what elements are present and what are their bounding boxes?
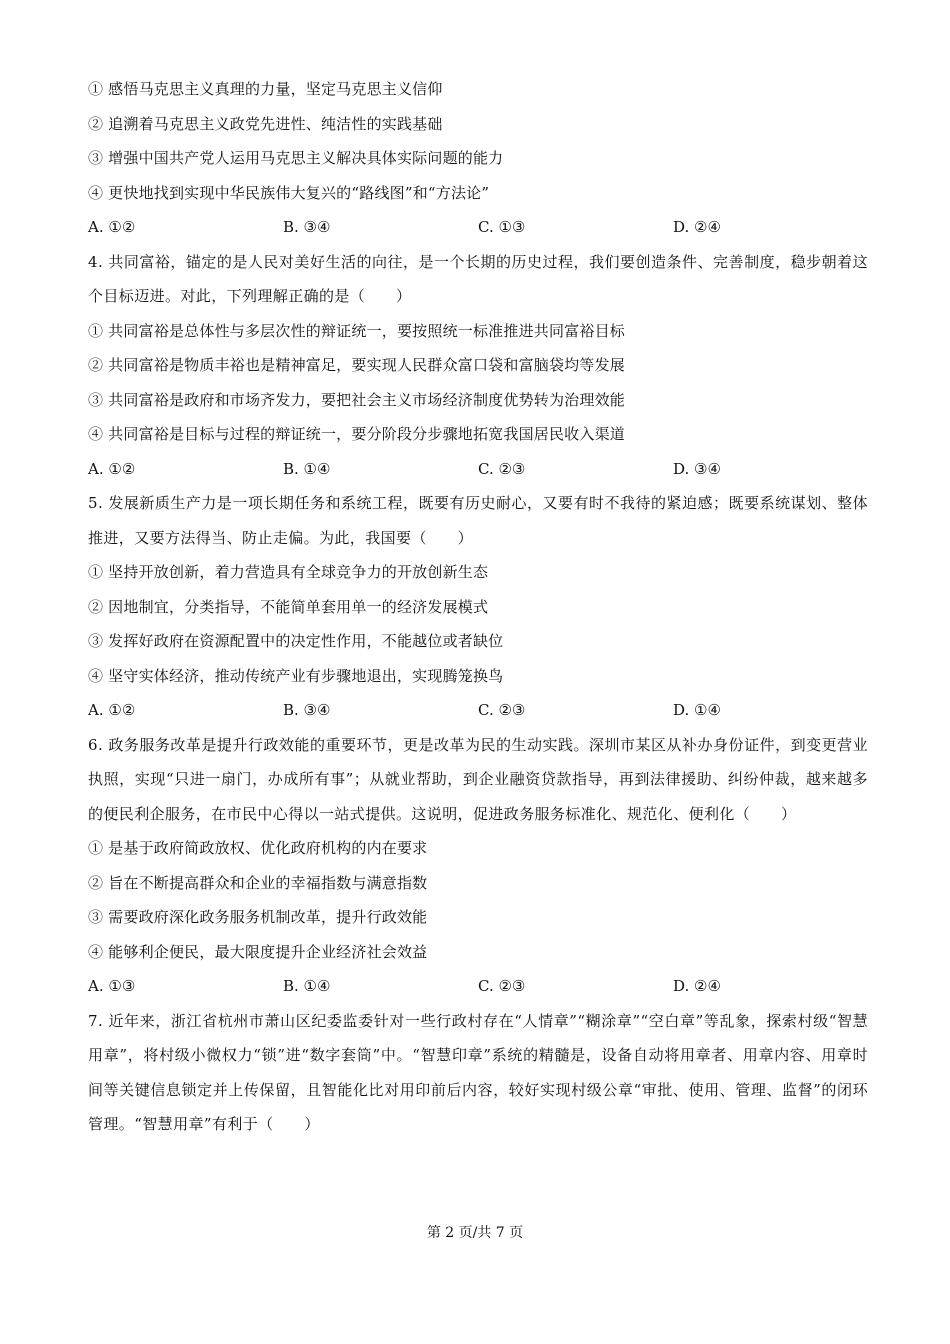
q6-options	[88, 969, 868, 1004]
q6-option-a: A. ①③	[88, 977, 136, 995]
q4-item-3: ③ 共同富裕是政府和市场齐发力，要把社会主义市场经济制度优势转为治理效能	[88, 390, 625, 409]
question-6	[88, 728, 868, 1004]
q3-item-4: ④ 更快地找到实现中华民族伟大复兴的“路线图”和“方法论”	[88, 183, 490, 202]
q6-option-d: D. ②④	[673, 977, 721, 995]
q4-option-b: B. ①④	[283, 459, 331, 478]
q3-option-d: D. ②④	[673, 218, 721, 236]
q3-options	[88, 210, 868, 245]
q3-item-3: ③ 增强中国共产党人运用马克思主义解决具体实际问题的能力	[88, 149, 504, 167]
q3-option-c: C. ①③	[478, 218, 526, 236]
q4-item-4: ④ 共同富裕是目标与过程的辩证统一，要分阶段分步骤地拓宽我国居民收入渠道	[88, 425, 625, 443]
q5-item-1: ① 坚持开放创新，着力营造具有全球竞争力的开放创新生态	[88, 563, 489, 581]
q6-stem: 6. 政务服务改革是提升行政效能的重要环节，更是改革为民的生动实践。深圳市某区从补办身份证件，到变更营业执照，实现“只进一扇门，办成所有事”；从就业帮助，到企业融资贷款指导，再到法律援助、纠纷仲裁，越来越多的便民利企服务，在市民中心得以一站式提供。这说明，促进政务服务标准化、规范化、便利化（ ）	[88, 735, 868, 823]
page-footer: 第 2 页/共 7 页	[426, 1225, 524, 1241]
q5-option-c: C. ②③	[478, 701, 526, 719]
q3-item-1: ① 感悟马克思主义真理的力量，坚定马克思主义信仰	[88, 80, 443, 98]
question-3-continued	[88, 72, 868, 245]
q3-option-a: A. ①②	[88, 218, 136, 236]
q4-option-c: C. ②③	[478, 459, 526, 478]
q6-item-1: ① 是基于政府简政放权、优化政府机构的内在要求	[88, 839, 428, 857]
q4-options	[88, 452, 868, 487]
q5-item-4: ④ 坚守实体经济，推动传统产业有步骤地退出，实现腾笼换鸟	[88, 666, 504, 685]
q6-option-c: C. ②③	[478, 977, 526, 995]
q5-option-b: B. ③④	[283, 701, 331, 719]
q5-options	[88, 693, 868, 728]
q4-option-d: D. ③④	[673, 459, 721, 478]
page-content	[88, 72, 868, 1142]
q5-stem: 5. 发展新质生产力是一项长期任务和系统工程，既要有历史耐心，又要有时不我待的紧迫感；既要系统谋划、整体推进，又要方法得当、防止走偏。为此，我国要（ ）	[88, 494, 868, 547]
q5-item-2: ② 因地制宜，分类指导，不能简单套用单一的经济发展模式	[88, 597, 489, 616]
q5-item-3: ③ 发挥好政府在资源配置中的决定性作用，不能越位或者缺位	[88, 632, 504, 650]
q3-option-b: B. ③④	[283, 218, 331, 236]
q5-option-a: A. ①②	[88, 701, 136, 719]
q4-option-a: A. ①②	[88, 459, 136, 478]
q6-item-2: ② 旨在不断提高群众和企业的幸福指数与满意指数	[88, 873, 428, 892]
question-4	[88, 245, 868, 487]
q7-stem: 7. 近年来，浙江省杭州市萧山区纪委监委针对一些行政村存在“人情章”“糊涂章”“空白章”等乱象，探索村级“智慧用章”，将村级小微权力“锁”进“数字套筒”中。“智慧印章”系统的精髓是，设备自动将用章者、用章内容、用章时间等关键信息锁定并上传保留，且智能化比对用印前后内容，较好实现村级公章“审批、使用、管理、监督”的闭环管理。“智慧用章”有利于（ ）	[88, 1011, 868, 1133]
q3-item-2: ② 追溯着马克思主义政党先进性、纯洁性的实践基础	[88, 114, 443, 133]
q4-item-2: ② 共同富裕是物质丰裕也是精神富足，要实现人民群众富口袋和富脑袋均等发展	[88, 356, 625, 374]
question-5	[88, 486, 868, 728]
q6-item-3: ③ 需要政府深化政务服务机制改革，提升行政效能	[88, 908, 428, 926]
q4-item-1: ① 共同富裕是总体性与多层次性的辩证统一，要按照统一标准推进共同富裕目标	[88, 321, 625, 340]
q6-item-4: ④ 能够利企便民，最大限度提升企业经济社会效益	[88, 942, 428, 961]
q5-option-d: D. ①④	[673, 701, 721, 719]
q6-option-b: B. ①④	[283, 977, 331, 995]
question-7	[88, 1004, 868, 1142]
q4-stem: 4. 共同富裕，锚定的是人民对美好生活的向往，是一个长期的历史过程，我们要创造条件、完善制度，稳步朝着这个目标迈进。对此，下列理解正确的是（ ）	[88, 252, 868, 305]
